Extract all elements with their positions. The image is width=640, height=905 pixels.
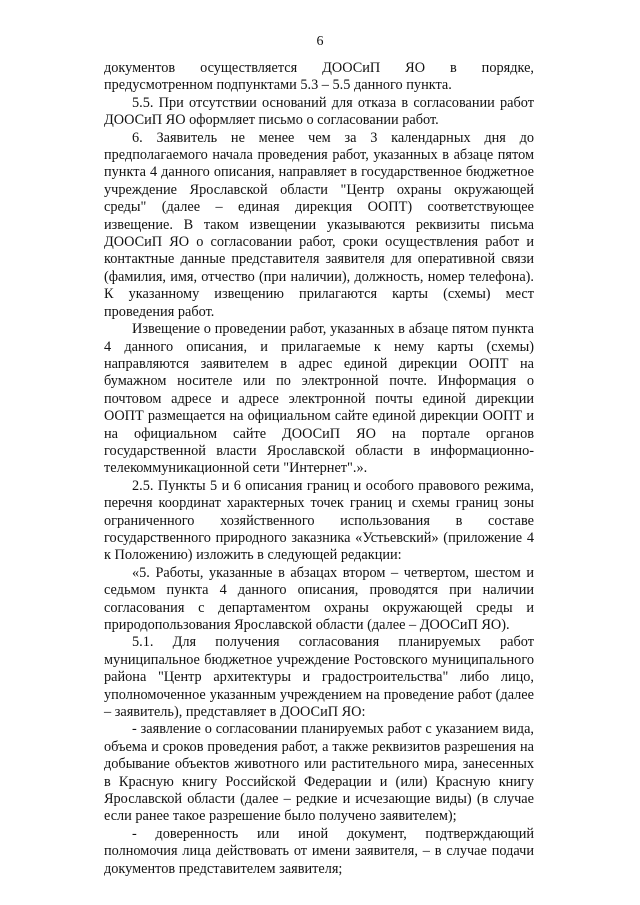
page-number: 6 <box>316 34 324 49</box>
document-body <box>104 60 534 878</box>
paragraph-1: документов осуществляется ДООСиП ЯО в порядке, предусмотренном подпунктами 5.3 – 5.5 данного пункта. <box>104 60 534 94</box>
paragraph-6: «5. Работы, указанные в абзацах втором – четвертом, шестом и седьмом пункта 4 данного описания, проводятся при наличии согласования с департаментом охраны окружающей среды и природопользования Ярославской области (далее – ДООСиП ЯО). <box>104 564 534 633</box>
paragraph-9: - доверенность или иной документ, подтверждающий полномочия лица действовать от имени заявителя, – в случае подачи документов представителем заявителя; <box>104 825 534 877</box>
paragraph-4: Извещение о проведении работ, указанных в абзаце пятом пункта 4 данного описания, и прилагаемые к нему карты (схемы) направляются заявителем в адрес единой дирекции ООПТ на бумажном носителе или по электронной почте. Информация о почтовом адресе и адресе электронной почты единой дирекции ООПТ размещается на официальном сайте единой дирекции ООПТ и на официальном сайте ДООСиП ЯО на портале органов государственной власти Ярославской области в информационно-телекоммуникационной сети "Интернет".». <box>104 321 534 477</box>
paragraph-3: 6. Заявитель не менее чем за 3 календарных дня до предполагаемого начала проведения работ, указанных в абзаце пятом пункта 4 данного описания, направляет в государственное бюджетное учреждение Ярославской области "Центр охраны окружающей среды" (далее – единая дирекция ООПТ) соответствующее извещение. В таком извещении указываются реквизиты письма ДООСиП ЯО о согласовании работ, сроки осуществления работ и контактные данные представителя заявителя для оперативной связи (фамилия, имя, отчество (при наличии), должность, номер телефона). К указанному извещению прилагаются карты (схемы) мест проведения работ. <box>104 129 534 320</box>
paragraph-8: - заявление о согласовании планируемых работ с указанием вида, объема и сроков проведения работ, а также реквизитов разрешения на добывание объектов животного или растительного мира, занесенных в Красную книгу Российской Федерации и (или) Красную книгу Ярославской области (далее – редкие и исчезающие виды) (в случае если ранее такое разрешение было получено заявителем); <box>104 721 534 825</box>
paragraph-5: 2.5. Пункты 5 и 6 описания границ и особого правового режима, перечня координат характерных точек границ и схемы границ зоны ограниченного хозяйственного использования в составе государственного природного заказника «Устьевский» (приложение 4 к Положению) изложить в следующей редакции: <box>104 477 534 564</box>
paragraph-2: 5.5. При отсутствии оснований для отказа в согласовании работ ДООСиП ЯО оформляет письмо о согласовании работ. <box>104 94 534 129</box>
paragraph-7: 5.1. Для получения согласования планируемых работ муниципальное бюджетное учреждение Ростовского муниципального района "Центр архитектуры и градостроительства" либо лицо, уполномоченное указанным учреждением на проведение работ (далее – заявитель), представляет в ДООСиП ЯО: <box>104 634 534 721</box>
